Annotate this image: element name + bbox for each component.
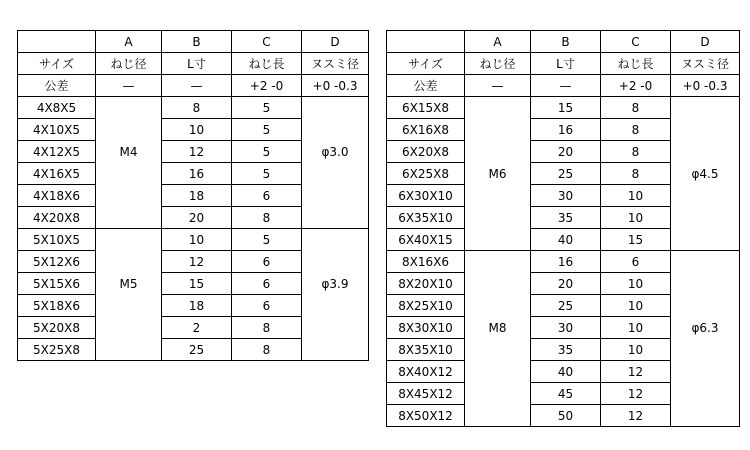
thread-length-cell: 10 [601, 273, 671, 295]
relief-diameter-spacer [671, 229, 740, 251]
table-row [387, 163, 740, 185]
table-row [18, 339, 369, 361]
relief-diameter-cell: φ3.9 [302, 273, 369, 295]
relief-diameter-cell: φ3.0 [302, 141, 369, 163]
thread-length-cell: 10 [601, 185, 671, 207]
thread-length-cell: 5 [232, 229, 302, 251]
length-cell: 20 [531, 273, 601, 295]
thread-length-cell: 8 [601, 141, 671, 163]
screw-size-spacer [465, 383, 531, 405]
column-name-3: ねじ長 [601, 53, 671, 75]
length-cell: 18 [162, 295, 232, 317]
table-row [18, 163, 369, 185]
relief-diameter-spacer [671, 207, 740, 229]
length-cell: 25 [162, 339, 232, 361]
thread-length-cell: 12 [601, 361, 671, 383]
size-cell: 6X16X8 [387, 119, 465, 141]
size-cell: 6X30X10 [387, 185, 465, 207]
thread-length-cell: 6 [232, 273, 302, 295]
size-cell: 5X20X8 [18, 317, 96, 339]
screw-size-spacer [465, 141, 531, 163]
screw-size-spacer [465, 119, 531, 141]
table-row [387, 251, 740, 273]
table-row [387, 295, 740, 317]
thread-length-cell: 10 [601, 295, 671, 317]
length-cell: 45 [531, 383, 601, 405]
table-row [18, 97, 369, 119]
size-cell: 6X20X8 [387, 141, 465, 163]
spec-table-left [17, 30, 369, 361]
tolerance-a: — [465, 75, 531, 97]
thread-length-cell: 6 [232, 185, 302, 207]
relief-diameter-spacer [671, 119, 740, 141]
thread-length-cell: 8 [601, 119, 671, 141]
screw-size-cell: M4 [96, 141, 162, 163]
tolerance-c: +2 -0 [601, 75, 671, 97]
relief-diameter-spacer [671, 295, 740, 317]
column-letter-a: A [465, 31, 531, 53]
column-name-4: ヌスミ径 [302, 53, 369, 75]
column-name-2: L寸 [162, 53, 232, 75]
relief-diameter-spacer [302, 97, 369, 119]
table-row [387, 317, 740, 339]
size-cell: 8X50X12 [387, 405, 465, 427]
relief-diameter-spacer [302, 339, 369, 361]
tolerance-label: 公差 [18, 75, 96, 97]
length-cell: 10 [162, 119, 232, 141]
table-row [387, 185, 740, 207]
size-cell: 4X12X5 [18, 141, 96, 163]
screw-size-spacer [465, 361, 531, 383]
length-cell: 18 [162, 185, 232, 207]
size-cell: 5X15X6 [18, 273, 96, 295]
header-letter-row [18, 31, 369, 53]
table-row [387, 207, 740, 229]
screw-size-spacer [96, 185, 162, 207]
table-row [387, 361, 740, 383]
thread-length-cell: 8 [601, 163, 671, 185]
thread-length-cell: 10 [601, 207, 671, 229]
table-row [18, 317, 369, 339]
column-letter-c: C [601, 31, 671, 53]
table-row [18, 141, 369, 163]
relief-diameter-spacer [671, 339, 740, 361]
screw-size-spacer [96, 163, 162, 185]
header-empty-cell [387, 31, 465, 53]
table-row [387, 273, 740, 295]
column-letter-c: C [232, 31, 302, 53]
length-cell: 35 [531, 207, 601, 229]
table-row [18, 185, 369, 207]
tolerance-b: — [162, 75, 232, 97]
screw-size-spacer [465, 207, 531, 229]
size-cell: 8X40X12 [387, 361, 465, 383]
length-cell: 8 [162, 97, 232, 119]
column-letter-a: A [96, 31, 162, 53]
tolerance-b: — [531, 75, 601, 97]
table-row [387, 405, 740, 427]
screw-size-spacer [465, 97, 531, 119]
table-row [387, 229, 740, 251]
size-cell: 4X10X5 [18, 119, 96, 141]
screw-size-spacer [96, 251, 162, 273]
length-cell: 15 [531, 97, 601, 119]
relief-diameter-spacer [302, 229, 369, 251]
screw-size-spacer [96, 97, 162, 119]
column-letter-d: D [671, 31, 740, 53]
screw-size-spacer [96, 119, 162, 141]
size-cell: 4X18X6 [18, 185, 96, 207]
table-row [18, 119, 369, 141]
size-cell: 4X16X5 [18, 163, 96, 185]
size-cell: 5X12X6 [18, 251, 96, 273]
thread-length-cell: 5 [232, 119, 302, 141]
thread-length-cell: 8 [232, 207, 302, 229]
column-name-3: ねじ長 [232, 53, 302, 75]
table-row [18, 273, 369, 295]
length-cell: 30 [531, 185, 601, 207]
relief-diameter-spacer [302, 185, 369, 207]
thread-length-cell: 6 [232, 295, 302, 317]
column-name-2: L寸 [531, 53, 601, 75]
length-cell: 16 [162, 163, 232, 185]
table-row [387, 119, 740, 141]
header-empty-cell [18, 31, 96, 53]
relief-diameter-spacer [671, 405, 740, 427]
table-row [18, 207, 369, 229]
thread-length-cell: 12 [601, 405, 671, 427]
screw-size-spacer [465, 229, 531, 251]
thread-length-cell: 6 [232, 251, 302, 273]
length-cell: 35 [531, 339, 601, 361]
thread-length-cell: 8 [232, 339, 302, 361]
tolerance-c: +2 -0 [232, 75, 302, 97]
screw-size-spacer [465, 405, 531, 427]
screw-size-spacer [96, 339, 162, 361]
length-cell: 25 [531, 295, 601, 317]
thread-length-cell: 6 [601, 251, 671, 273]
relief-diameter-cell: φ6.3 [671, 317, 740, 339]
length-cell: 15 [162, 273, 232, 295]
table-row [387, 383, 740, 405]
size-cell: 8X35X10 [387, 339, 465, 361]
screw-size-cell: M6 [465, 163, 531, 185]
table-row [387, 97, 740, 119]
column-name-4: ヌスミ径 [671, 53, 740, 75]
table-row [387, 339, 740, 361]
thread-length-cell: 8 [601, 97, 671, 119]
size-cell: 5X10X5 [18, 229, 96, 251]
table-row [387, 141, 740, 163]
screw-size-cell: M5 [96, 273, 162, 295]
relief-diameter-spacer [671, 185, 740, 207]
thread-length-cell: 5 [232, 97, 302, 119]
length-cell: 20 [531, 141, 601, 163]
thread-length-cell: 5 [232, 141, 302, 163]
length-cell: 16 [531, 119, 601, 141]
length-cell: 40 [531, 361, 601, 383]
length-cell: 12 [162, 251, 232, 273]
relief-diameter-spacer [302, 317, 369, 339]
length-cell: 12 [162, 141, 232, 163]
size-header: サイズ [18, 53, 96, 75]
size-cell: 8X20X10 [387, 273, 465, 295]
header-letter-row [387, 31, 740, 53]
table-row [18, 251, 369, 273]
thread-length-cell: 5 [232, 163, 302, 185]
relief-diameter-spacer [302, 207, 369, 229]
length-cell: 2 [162, 317, 232, 339]
size-cell: 6X35X10 [387, 207, 465, 229]
screw-size-spacer [465, 185, 531, 207]
size-cell: 8X16X6 [387, 251, 465, 273]
table-row [18, 295, 369, 317]
thread-length-cell: 10 [601, 339, 671, 361]
column-letter-b: B [162, 31, 232, 53]
thread-length-cell: 10 [601, 317, 671, 339]
relief-diameter-spacer [302, 295, 369, 317]
screw-size-spacer [96, 317, 162, 339]
screw-size-spacer [96, 229, 162, 251]
size-cell: 8X25X10 [387, 295, 465, 317]
size-cell: 6X15X8 [387, 97, 465, 119]
screw-size-cell: M8 [465, 317, 531, 339]
relief-diameter-spacer [302, 119, 369, 141]
length-cell: 16 [531, 251, 601, 273]
spec-table-right [386, 30, 740, 427]
length-cell: 10 [162, 229, 232, 251]
size-cell: 8X45X12 [387, 383, 465, 405]
size-cell: 5X25X8 [18, 339, 96, 361]
length-cell: 40 [531, 229, 601, 251]
thread-length-cell: 8 [232, 317, 302, 339]
size-cell: 6X25X8 [387, 163, 465, 185]
tolerance-row [387, 75, 740, 97]
tolerance-d: +0 -0.3 [302, 75, 369, 97]
size-cell: 4X8X5 [18, 97, 96, 119]
length-cell: 50 [531, 405, 601, 427]
relief-diameter-spacer [671, 383, 740, 405]
screw-size-spacer [96, 207, 162, 229]
header-name-row [387, 53, 740, 75]
length-cell: 25 [531, 163, 601, 185]
thread-length-cell: 15 [601, 229, 671, 251]
relief-diameter-spacer [671, 361, 740, 383]
size-header: サイズ [387, 53, 465, 75]
size-cell: 8X30X10 [387, 317, 465, 339]
screw-size-spacer [96, 295, 162, 317]
relief-diameter-cell: φ4.5 [671, 163, 740, 185]
thread-length-cell: 12 [601, 383, 671, 405]
tolerance-a: — [96, 75, 162, 97]
column-letter-d: D [302, 31, 369, 53]
tolerance-row [18, 75, 369, 97]
size-cell: 6X40X15 [387, 229, 465, 251]
relief-diameter-spacer [671, 251, 740, 273]
length-cell: 30 [531, 317, 601, 339]
column-letter-b: B [531, 31, 601, 53]
screw-size-spacer [465, 251, 531, 273]
size-cell: 5X18X6 [18, 295, 96, 317]
tolerance-label: 公差 [387, 75, 465, 97]
relief-diameter-spacer [302, 163, 369, 185]
tolerance-d: +0 -0.3 [671, 75, 740, 97]
relief-diameter-spacer [671, 141, 740, 163]
screw-size-spacer [465, 273, 531, 295]
header-name-row [18, 53, 369, 75]
screw-size-spacer [465, 339, 531, 361]
length-cell: 20 [162, 207, 232, 229]
relief-diameter-spacer [671, 273, 740, 295]
size-cell: 4X20X8 [18, 207, 96, 229]
column-name-1: ねじ径 [96, 53, 162, 75]
relief-diameter-spacer [671, 97, 740, 119]
relief-diameter-spacer [302, 251, 369, 273]
table-row [18, 229, 369, 251]
column-name-1: ねじ径 [465, 53, 531, 75]
screw-size-spacer [465, 295, 531, 317]
